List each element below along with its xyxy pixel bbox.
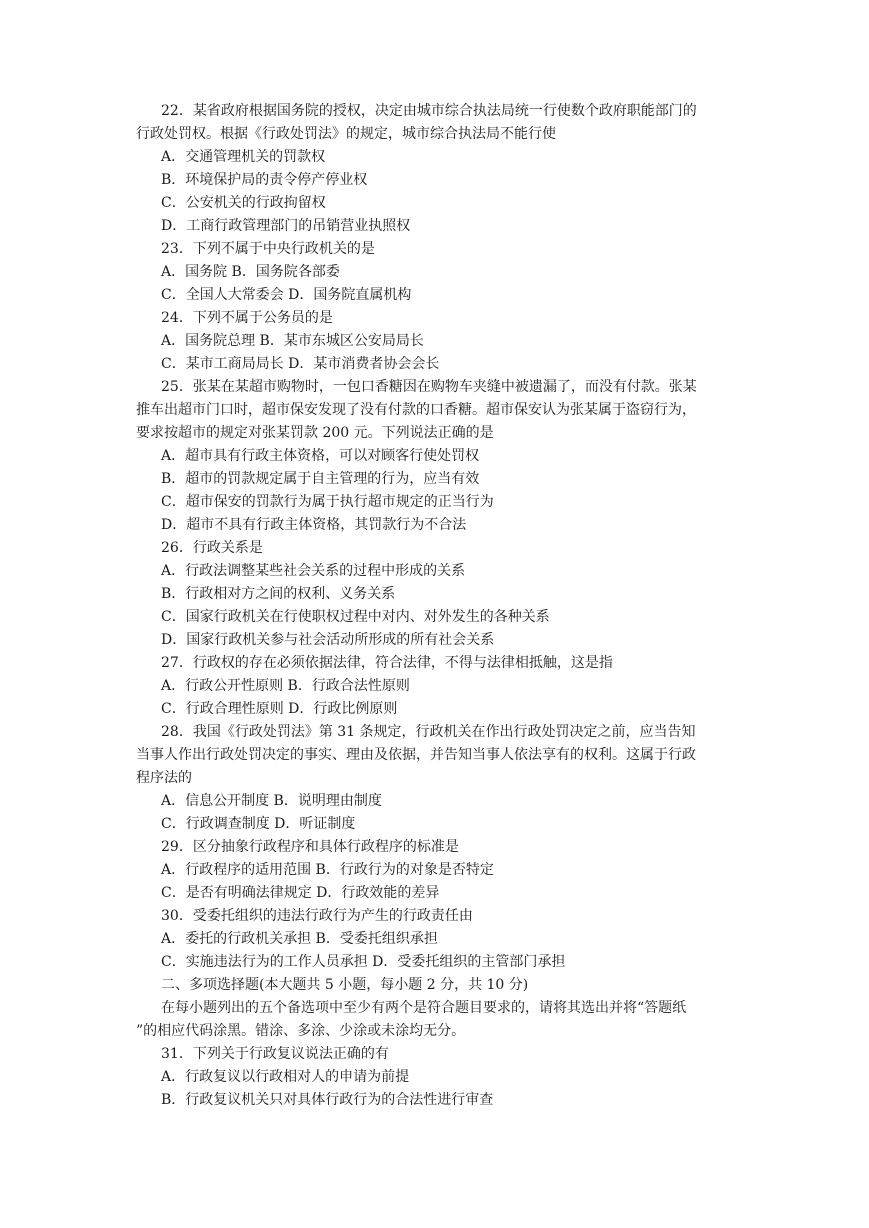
text-line: 31．下列关于行政复议说法正确的有 bbox=[161, 1046, 389, 1062]
text-line: 28．我国《行政处罚法》第 31 条规定，行政机关在作出行政处罚决定之前，应当告知 bbox=[161, 724, 696, 740]
text-line: C．行政调查制度 D．听证制度 bbox=[161, 816, 356, 832]
text-line: D．工商行政管理部门的吊销营业执照权 bbox=[161, 218, 411, 234]
text-line: C．实施违法行为的工作人员承担 D．受委托组织的主管部门承担 bbox=[161, 954, 566, 970]
text-line: 30．受委托组织的违法行政行为产生的行政责任由 bbox=[161, 908, 473, 924]
text-line: C．行政合理性原则 D．行政比例原则 bbox=[161, 701, 398, 717]
text-line: ”的相应代码涂黑。错涂、多涂、少涂或未涂均无分。 bbox=[136, 1023, 466, 1039]
text-line: C．某市工商局局长 D．某市消费者协会会长 bbox=[161, 356, 440, 372]
text-line: 行政处罚权。根据《行政处罚法》的规定，城市综合执法局不能行使 bbox=[136, 126, 556, 142]
text-line: 29．区分抽象行政程序和具体行政程序的标准是 bbox=[161, 839, 459, 855]
text-line: A．国务院总理 B．某市东城区公安局局长 bbox=[161, 333, 424, 349]
text-line: B．环境保护局的责令停产停业权 bbox=[161, 172, 368, 188]
text-line: 24．下列不属于公务员的是 bbox=[161, 310, 333, 326]
text-line: C．国家行政机关在行使职权过程中对内、对外发生的各种关系 bbox=[161, 609, 550, 625]
text-line: A．信息公开制度 B．说明理由制度 bbox=[161, 793, 382, 809]
text-line: 当事人作出行政处罚决定的事实、理由及依据，并告知当事人依法享有的权利。这属于行政 bbox=[136, 747, 696, 763]
text-line: C．全国人大常委会 D．国务院直属机构 bbox=[161, 287, 412, 303]
text-line: B．行政相对方之间的权利、义务关系 bbox=[161, 586, 396, 602]
text-line: 26．行政关系是 bbox=[161, 540, 263, 556]
text-line: C．公安机关的行政拘留权 bbox=[161, 195, 326, 211]
text-line: 二、多项选择题(本大题共 5 小题，每小题 2 分，共 10 分) bbox=[161, 977, 529, 993]
text-line: 22．某省政府根据国务院的授权，决定由城市综合执法局统一行使数个政府职能部门的 bbox=[161, 103, 697, 119]
text-line: B．行政复议机关只对具体行政行为的合法性进行审查 bbox=[161, 1092, 494, 1108]
text-line: A．行政程序的适用范围 B．行政行为的对象是否特定 bbox=[161, 862, 494, 878]
text-line: A．交通管理机关的罚款权 bbox=[161, 149, 326, 165]
text-line: A．行政法调整某些社会关系的过程中形成的关系 bbox=[161, 563, 466, 579]
text-line: 推车出超市门口时，超市保安发现了没有付款的口香糖。超市保安认为张某属于盗窃行为， bbox=[136, 402, 696, 418]
text-line: C．是否有明确法律规定 D．行政效能的差异 bbox=[161, 885, 440, 901]
text-line: D．国家行政机关参与社会活动所形成的所有社会关系 bbox=[161, 632, 495, 648]
text-line: A．行政复议以行政相对人的申请为前提 bbox=[161, 1069, 410, 1085]
text-line: A．委托的行政机关承担 B．受委托组织承担 bbox=[161, 931, 438, 947]
text-line: 程序法的 bbox=[136, 770, 192, 786]
text-line: 在每小题列出的五个备选项中至少有两个是符合题目要求的，请将其选出并将“答题纸 bbox=[161, 1000, 687, 1016]
text-line: A．国务院 B．国务院各部委 bbox=[161, 264, 340, 280]
text-line: 要求按超市的规定对张某罚款 200 元。下列说法正确的是 bbox=[136, 425, 494, 441]
document-body bbox=[136, 100, 740, 1112]
text-line: 25．张某在某超市购物时，一包口香糖因在购物车夹缝中被遗漏了，而没有付款。张某 bbox=[161, 379, 697, 395]
text-line: B．超市的罚款规定属于自主管理的行为，应当有效 bbox=[161, 471, 480, 487]
text-line: 27．行政权的存在必须依据法律，符合法律，不得与法律相抵触，这是指 bbox=[161, 655, 613, 671]
text-line: C．超市保安的罚款行为属于执行超市规定的正当行为 bbox=[161, 494, 494, 510]
text-line: A．超市具有行政主体资格，可以对顾客行使处罚权 bbox=[161, 448, 480, 464]
text-line: 23．下列不属于中央行政机关的是 bbox=[161, 241, 375, 257]
text-line: A．行政公开性原则 B．行政合法性原则 bbox=[161, 678, 410, 694]
text-line: D．超市不具有行政主体资格，其罚款行为不合法 bbox=[161, 517, 467, 533]
